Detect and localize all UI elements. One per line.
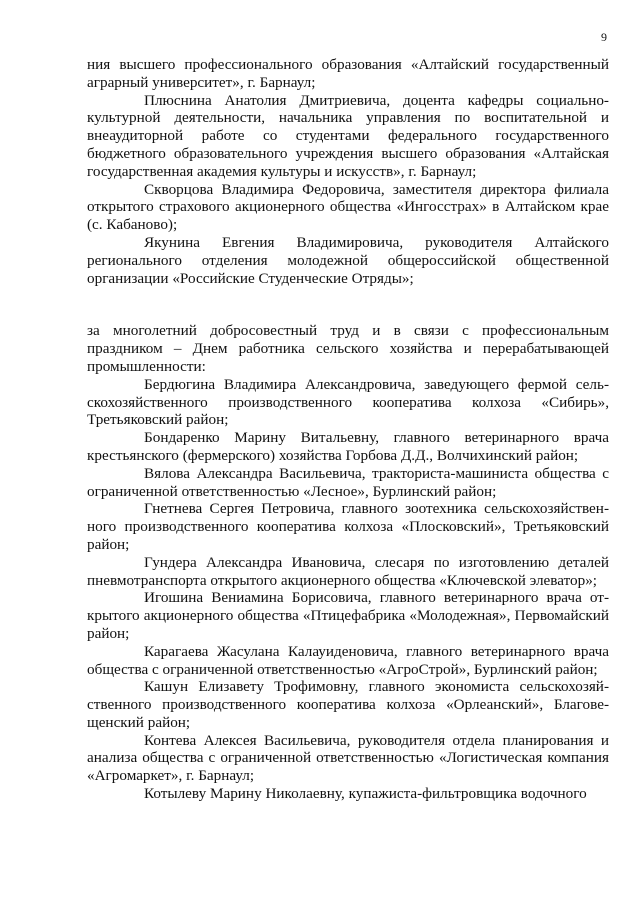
paragraph-vyalov: Вялова Александра Васильевича, тракториста-машиниста общества с ограниченной ответственностью «Лесное», Бурлинский район; [87,464,609,500]
paragraph-yakunin: Якунина Евгения Владимировича, руководителя Алтайского регионального отделения молодежной общероссийской общественной организации «Российские Студенческие Отряды»; [87,233,609,287]
paragraph-kotyleva: Котылеву Марину Николаевну, купажиста-фильтровщика водочного [144,785,587,803]
document-body [87,56,609,803]
page-number: 9 [601,30,607,44]
paragraph-award-reason: за многолетний добросовестный труд и в связи с профессиональным праздником – Днем работника сельского хозяйства и перерабатывающей промышленности: [87,322,609,375]
paragraph-igoshin: Игошина Вениамина Борисовича, главного ветеринарного врача открытого акционерного общества «Птицефабрика «Молодежная», Первомайский район; [87,589,609,642]
paragraph-berdyugin: Бердюгина Владимира Александровича, заведующего фермой сельскохозяйственного производственного кооператива колхоза «Сибирь», Третьяковский район; [87,375,609,429]
paragraph-skvortsov: Скворцова Владимира Федоровича, заместителя директора филиала открытого страхового акционерного общества «Ингосстрах» в Алтайском крае (с. Кабаново); [87,180,609,234]
paragraph-karagaev: Карагаева Жасулана Калауиденовича, главного ветеринарного врача общества с ограниченной ответственностью «АгроСтрой», Бурлинский район; [87,642,609,678]
paragraph-kashun: Кашун Елизавету Трофимовну, главного экономиста сельскохозяйственного производственного кооператива колхоза «Орлеанский», Благовещенский район; [87,678,609,731]
paragraph-continuation: ния высшего профессионального образования «Алтайский государственный аграрный университет», г. Барнаул; [87,56,609,91]
paragraph-kontev: Контева Алексея Васильевича, руководителя отдела планирования и анализа общества с ограниченной ответственностью «Логистическая компания «Агромаркет», г. Барнаул; [87,731,609,785]
paragraph-gunder: Гундера Александра Ивановича, слесаря по изготовлению деталей пневмотранспорта открытого акционерного общества «Ключевской элеватор»; [87,553,609,589]
paragraph-plyusnin: Плюснина Анатолия Дмитриевича, доцента кафедры социально-культурной деятельности, начальника управления по воспитательной и внеаудиторной работе со студентами федерального государственного бюджетного образовательного учреждения высшего образования «Алтайская государственная академия культуры и искусств», г. Барнаул; [87,91,609,180]
paragraph-gnetnev: Гнетнева Сергея Петровича, главного зоотехника сельскохозяйственного производственного кооператива колхоза «Плосковский», Третьяковский район; [87,500,609,553]
paragraph-bondarenko: Бондаренко Марину Витальевну, главного ветеринарного врача крестьянского (фермерского) хозяйства Горбова Д.Д., Волчихинский район; [87,429,609,464]
